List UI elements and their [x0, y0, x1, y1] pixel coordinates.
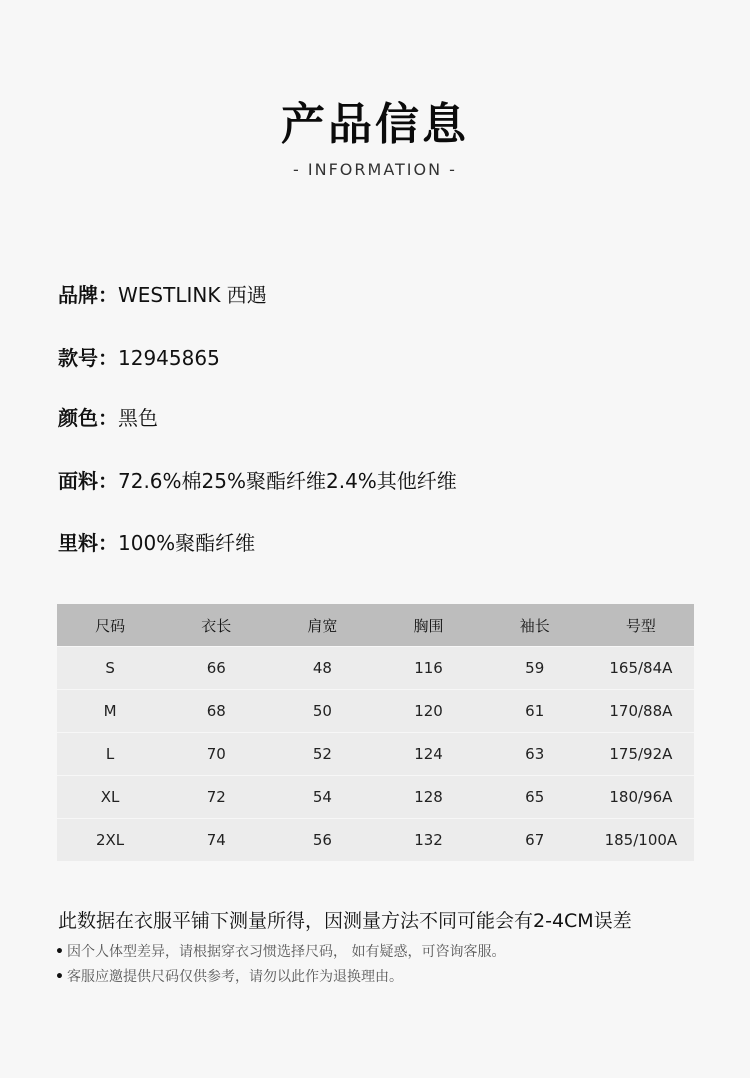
info-value-brand: WESTLINK 西遇 [118, 283, 267, 307]
table-cell: L [57, 733, 163, 776]
column-header: 衣长 [163, 604, 269, 647]
table-cell: 116 [375, 647, 481, 690]
table-row [57, 690, 694, 733]
table-cell: 180/96A [588, 776, 694, 819]
size-table-header-row [57, 604, 694, 647]
table-cell: 50 [269, 690, 375, 733]
table-cell: 120 [375, 690, 481, 733]
table-cell: 65 [482, 776, 588, 819]
info-value-lining: 100%聚酯纤维 [118, 531, 256, 555]
bullet-icon: • [55, 969, 64, 985]
table-cell: S [57, 647, 163, 690]
table-cell: 67 [482, 819, 588, 862]
table-row [57, 733, 694, 776]
column-header: 胸围 [375, 604, 481, 647]
table-cell: 2XL [57, 819, 163, 862]
column-header: 肩宽 [269, 604, 375, 647]
table-cell: 48 [269, 647, 375, 690]
info-row-style-number [58, 342, 220, 371]
table-cell: 128 [375, 776, 481, 819]
info-label-color: 颜色： [58, 406, 118, 430]
table-cell: 185/100A [588, 819, 694, 862]
table-cell: M [57, 690, 163, 733]
measurement-note: 此数据在衣服平铺下测量所得，因测量方法不同可能会有2-4CM误差 [58, 910, 632, 932]
table-cell: 72 [163, 776, 269, 819]
info-value-color: 黑色 [118, 406, 158, 430]
table-cell: 74 [163, 819, 269, 862]
table-row [57, 647, 694, 690]
info-value-fabric: 72.6%棉25%聚酯纤维2.4%其他纤维 [118, 469, 457, 493]
table-cell: 52 [269, 733, 375, 776]
table-cell: 66 [163, 647, 269, 690]
column-header: 号型 [588, 604, 694, 647]
table-row [57, 776, 694, 819]
table-cell: 59 [482, 647, 588, 690]
info-row-lining [58, 527, 255, 556]
note-item [55, 941, 505, 961]
column-header: 袖长 [482, 604, 588, 647]
table-row [57, 819, 694, 862]
page-title: 产品信息 [281, 99, 469, 150]
table-cell: 165/84A [588, 647, 694, 690]
table-cell: 63 [482, 733, 588, 776]
bullet-icon: • [55, 944, 64, 960]
table-cell: 61 [482, 690, 588, 733]
note-text: 客服应邀提供尺码仅供参考，请勿以此作为退换理由。 [67, 969, 403, 985]
table-cell: XL [57, 776, 163, 819]
info-label-style-number: 款号： [58, 346, 118, 370]
table-cell: 175/92A [588, 733, 694, 776]
page-subtitle: - INFORMATION - [293, 160, 457, 179]
table-cell: 124 [375, 733, 481, 776]
info-row-fabric [58, 465, 457, 494]
info-value-style-number: 12945865 [118, 346, 220, 370]
table-cell: 54 [269, 776, 375, 819]
info-label-fabric: 面料： [58, 469, 118, 493]
note-text: 因个人体型差异，请根据穿衣习惯选择尺码， 如有疑惑，可咨询客服。 [67, 944, 506, 960]
table-cell: 132 [375, 819, 481, 862]
table-cell: 68 [163, 690, 269, 733]
column-header: 尺码 [57, 604, 163, 647]
info-label-lining: 里料： [58, 531, 118, 555]
note-item [55, 966, 403, 986]
info-row-brand [58, 279, 267, 308]
size-table [57, 604, 694, 861]
table-cell: 170/88A [588, 690, 694, 733]
table-cell: 56 [269, 819, 375, 862]
table-cell: 70 [163, 733, 269, 776]
info-row-color [58, 402, 158, 431]
info-label-brand: 品牌： [58, 283, 118, 307]
